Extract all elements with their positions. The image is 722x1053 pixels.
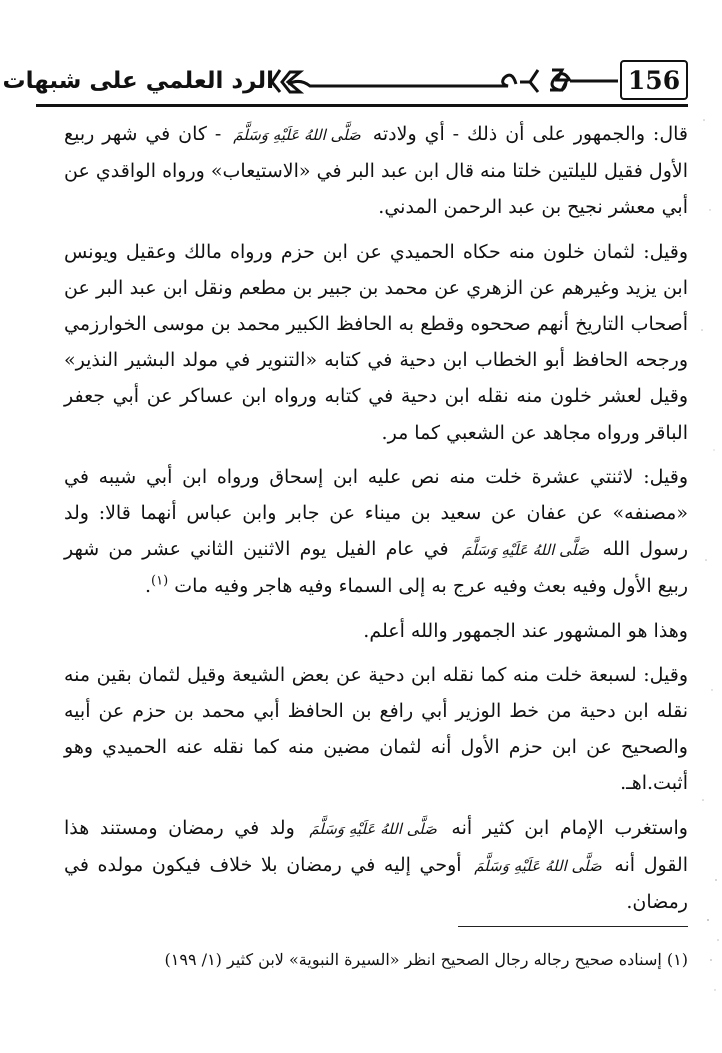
book-title: الرد العلمي على شبهات [2, 68, 274, 94]
paragraph: وهذا هو المشهور عند الجمهور والله أعلم. [363, 619, 688, 642]
footnote: (١) إسناده صحيح رجاله رجال الصحيح انظر «السيرة النبوية» لابن كثير (١/ ١٩٩) [164, 950, 688, 969]
paragraph-text: قال: والجمهور على أن ذلك - أي ولادته [372, 123, 688, 145]
paragraph [64, 810, 688, 921]
header-rule [36, 104, 688, 107]
paragraph [64, 459, 688, 605]
paragraph-text: أوحي إليه في رمضان بلا خلاف فيكون مولده في رمضان. [64, 853, 688, 914]
paragraph-text: ولد في رمضان ومستند هذا القول أنه [64, 816, 688, 876]
page-header [2, 58, 688, 108]
paragraph-text: - كان في شهر ربيع الأول فقيل لليلتين خلتا منه قال ابن عبد البر في «الاستيعاب» ورواه الواقدي عن أبي معشر نجيح بن عبد الرحمن المدني. [64, 123, 688, 219]
paragraph-text: واستغرب الإمام ابن كثير أنه [451, 816, 688, 839]
footnote-rule [458, 926, 688, 927]
page-edge-texture [696, 0, 722, 1053]
header-ornament [270, 66, 618, 96]
paragraph-text: وقيل: لاثنتي عشرة خلت منه نص عليه ابن إسحاق ورواه ابن أبي شيبه في «مصنفه» عن عفان عن سعيد بن ميناء عن جابر وابن عباس أنهما قالا: ولد رسول الله [64, 465, 688, 561]
paragraph: وقيل: لثمان خلون منه حكاه الحميدي عن ابن حزم ورواه مالك وعقيل ويونس ابن يزيد وغيرهم عن الزهري عن محمد بن جبير بن مطعم ونقل ابن عبد البر عن أصحاب التاريخ أنهم صححوه وقطع به الحافظ الكبير محمد بن موسى الخوارزمي ورجحه الحافظ أبو الخطاب ابن دحية في كتابه «التنوير في مولد البشير النذير» وقيل لعشر خلون منه نقله ابن دحية في كتابه ورواه ابن عساكر عن أبي جعفر الباقر ورواه مجاهد عن الشعبي كما مر. [64, 240, 688, 444]
honorific-calligraphy: صَلَّى اللهُ عَلَيْهِ وَسَلَّمَ [474, 856, 602, 875]
honorific-calligraphy: صَلَّى اللهُ عَلَيْهِ وَسَلَّمَ [461, 541, 590, 560]
honorific-calligraphy: صَلَّى اللهُ عَلَيْهِ وَسَلَّمَ [233, 126, 361, 144]
page-number: 156 [620, 60, 688, 100]
paragraph [64, 116, 688, 226]
honorific-calligraphy: صَلَّى اللهُ عَلَيْهِ وَسَلَّمَ [309, 819, 437, 838]
paragraph-text: في عام الفيل يوم الاثنين الثاني عشر من شهر ربيع الأول وفيه بعث وفيه عرج به إلى السماء وفيه هاجر وفيه مات [64, 538, 688, 598]
footnote-reference: (١) [151, 574, 169, 590]
main-text [64, 116, 688, 920]
paragraph: وقيل: لسبعة خلت منه كما نقله ابن دحية عن بعض الشيعة وقيل لثمان بقين منه نقله ابن دحية من خط الوزير أبي رافع بن الحافظ أبي محمد بن حزم عن أبيه والصحيح عن ابن حزم الأول أنه لثمان مضين منه كما نقله عنه الحميدي وهو أثبت.اهـ. [64, 663, 688, 795]
paragraph-end: . [144, 575, 152, 598]
